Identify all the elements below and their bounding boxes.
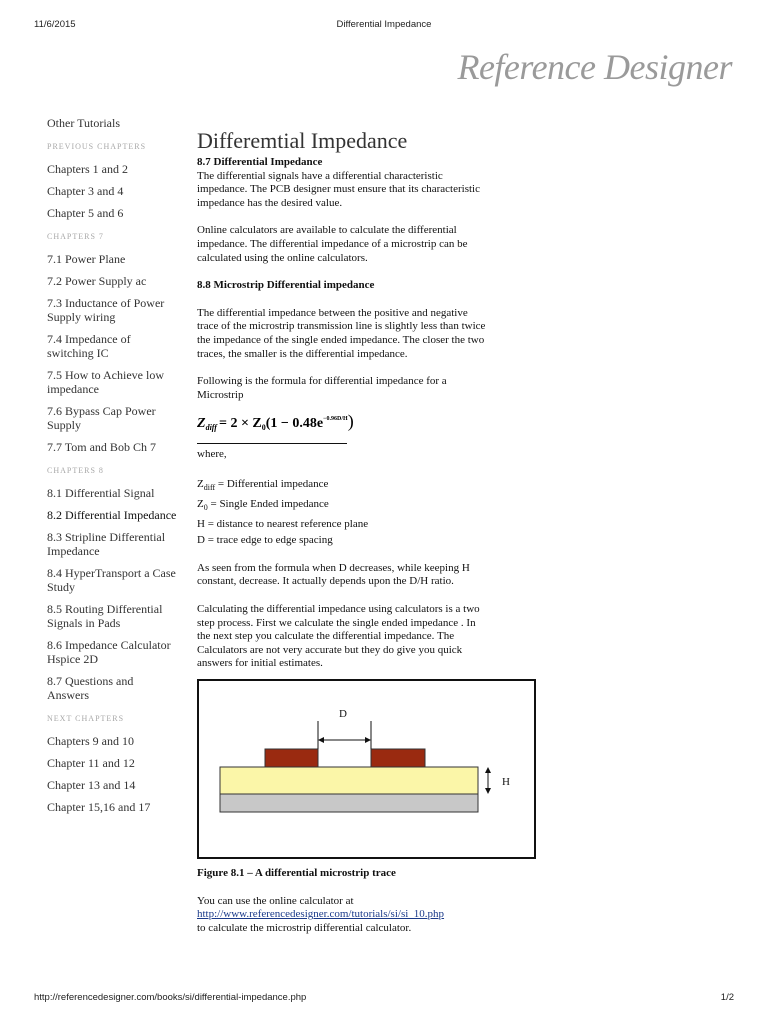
sidebar-item[interactable]: 8.4 HyperTransport a Case Study <box>47 566 176 594</box>
section-heading-8-7: 8.7 Differential Impedance <box>197 156 323 168</box>
print-url: http://referencedesigner.com/books/si/differential-impedance.php <box>34 992 307 1003</box>
formula-rhs-b: (1 − 0.48e <box>265 416 324 432</box>
trace-right <box>371 749 425 767</box>
print-page-number: 1/2 <box>720 992 734 1003</box>
definition-text: = trace edge to edge spacing <box>204 533 333 546</box>
sidebar-item[interactable]: Chapter 13 and 14 <box>47 778 136 792</box>
paragraph-6: Calculating the differential impedance using calculators is a two step process. First we calculate the single ended impedance . In the next step you calculate the differential impedance. The Calculators are not very accurate but they do give you quick answers for initial estimates. <box>197 603 480 670</box>
definition-subscript: 0 <box>203 502 208 512</box>
sidebar-item[interactable]: 7.3 Inductance of Power Supply wiring <box>47 296 165 324</box>
definition-row <box>197 516 487 532</box>
sidebar-item[interactable]: 7.5 How to Achieve low impedance <box>47 368 164 396</box>
page-title: Differemtial Impedance <box>197 128 408 153</box>
formula <box>197 408 354 444</box>
print-date: 11/6/2015 <box>34 19 76 30</box>
article <box>197 128 510 935</box>
figure-svg <box>199 681 534 857</box>
formula-svg <box>197 408 354 434</box>
svg-text:Zdiff= 2 × Z0(1 − 0.48e−0.96D/ <box>196 411 354 432</box>
sidebar-item[interactable]: Chapter 3 and 4 <box>47 184 124 198</box>
definition-symbol: Z <box>197 497 204 510</box>
formula-rhs-c: ) <box>347 411 354 432</box>
sidebar-item[interactable]: 8.3 Stripline Differential Impedance <box>47 530 166 558</box>
sidebar-nav <box>47 116 177 822</box>
h-arrow-top <box>485 767 491 773</box>
formula-lhs: Z <box>197 416 206 432</box>
section-heading-8-8: 8.8 Microstrip Differential impedance <box>197 279 375 292</box>
sidebar-item[interactable]: 8.7 Questions and Answers <box>47 674 134 702</box>
definition-row <box>197 476 487 496</box>
paragraph-7-outro: to calculate the microstrip differential calculator. <box>197 921 412 934</box>
definition-row <box>197 496 487 516</box>
figure-caption: Figure 8.1 – A differential microstrip trace <box>197 867 396 880</box>
sidebar-item[interactable]: Chapter 11 and 12 <box>47 756 135 770</box>
sidebar-heading: CHAPTERS 7 <box>47 232 104 241</box>
paragraph-4: Following is the formula for differential impedance for a Microstrip <box>197 375 447 401</box>
definition-row <box>197 532 487 548</box>
sidebar-item[interactable]: 7.1 Power Plane <box>47 252 126 266</box>
h-arrow-bottom <box>485 788 491 794</box>
sidebar-heading: NEXT CHAPTERS <box>47 714 125 723</box>
figure-microstrip <box>197 679 536 859</box>
d-arrow-right <box>365 737 371 743</box>
site-logo[interactable]: Reference Designer <box>457 47 732 87</box>
sidebar-item[interactable]: 7.4 Impedance of switching IC <box>47 332 131 360</box>
definition-text: = Differential impedance <box>215 477 329 490</box>
paragraph-1: The differential signals have a differential characteristic impedance. The PCB designer must ensure that its characteristic impedance has the desired value. <box>197 169 480 209</box>
sidebar-item[interactable]: 7.2 Power Supply ac <box>47 274 147 288</box>
ground-plane <box>220 794 478 812</box>
sidebar-heading: CHAPTERS 8 <box>47 466 104 475</box>
paragraph-5: As seen from the formula when D decreases, while keeping H constant, decrease. It actually depends upon the D/H ratio. <box>197 561 470 588</box>
sidebar-item[interactable]: Chapter 5 and 6 <box>47 206 124 220</box>
sidebar-item[interactable]: Chapter 15,16 and 17 <box>47 800 151 814</box>
d-arrow-left <box>318 737 324 743</box>
sidebar-item[interactable]: 8.2 Differential Impedance <box>47 508 177 522</box>
definition-text: = distance to nearest reference plane <box>204 517 369 530</box>
definition-symbol: H <box>197 517 205 530</box>
where-label: where, <box>197 447 227 460</box>
sidebar-heading: PREVIOUS CHAPTERS <box>47 142 147 151</box>
sidebar-item[interactable]: 8.1 Differential Signal <box>47 486 155 500</box>
formula-exp: −0.96D/H <box>323 416 348 423</box>
formula-rhs-sub: 0 <box>261 423 266 433</box>
trace-left <box>265 749 318 767</box>
sidebar-item[interactable]: 8.5 Routing Differential Signals in Pads <box>47 602 163 630</box>
definitions <box>197 476 487 548</box>
dielectric-layer <box>220 767 478 794</box>
definition-subscript: diff <box>203 482 216 492</box>
sidebar-item[interactable]: 8.6 Impedance Calculator Hspice 2D <box>47 638 171 666</box>
definition-text: = Single Ended impedance <box>207 497 329 510</box>
formula-lhs-sub: diff <box>205 423 217 433</box>
paragraph-7-intro: You can use the online calculator at <box>197 894 354 907</box>
print-doc-title: Differential Impedance <box>336 19 432 30</box>
d-label: D <box>339 708 347 721</box>
h-label: H <box>502 776 510 789</box>
sidebar-item[interactable]: 7.6 Bypass Cap Power Supply <box>47 404 156 432</box>
sidebar-item[interactable]: 7.7 Tom and Bob Ch 7 <box>47 440 156 454</box>
definition-symbol: D <box>197 533 205 546</box>
sidebar-item-other-tutorials[interactable]: Other Tutorials <box>47 116 121 130</box>
definition-symbol: Z <box>197 477 204 490</box>
paragraph-2: Online calculators are available to calculate the differential impedance. The differential impedance of a microstrip can be calculated using the online calculators. <box>197 224 468 264</box>
sidebar-item[interactable]: Chapters 1 and 2 <box>47 162 128 176</box>
calculator-link[interactable]: http://www.referencedesigner.com/tutorials/si/si_10.php <box>197 908 445 921</box>
sidebar-item[interactable]: Chapters 9 and 10 <box>47 734 134 748</box>
formula-rhs-a: = 2 × Z <box>218 416 262 432</box>
paragraph-3: The differential impedance between the positive and negative trace of the microstrip transmission line is slightly less than twice the impedance of the single ended impedance. The closer the two traces, the smaller is the differential impedance. <box>197 306 486 360</box>
